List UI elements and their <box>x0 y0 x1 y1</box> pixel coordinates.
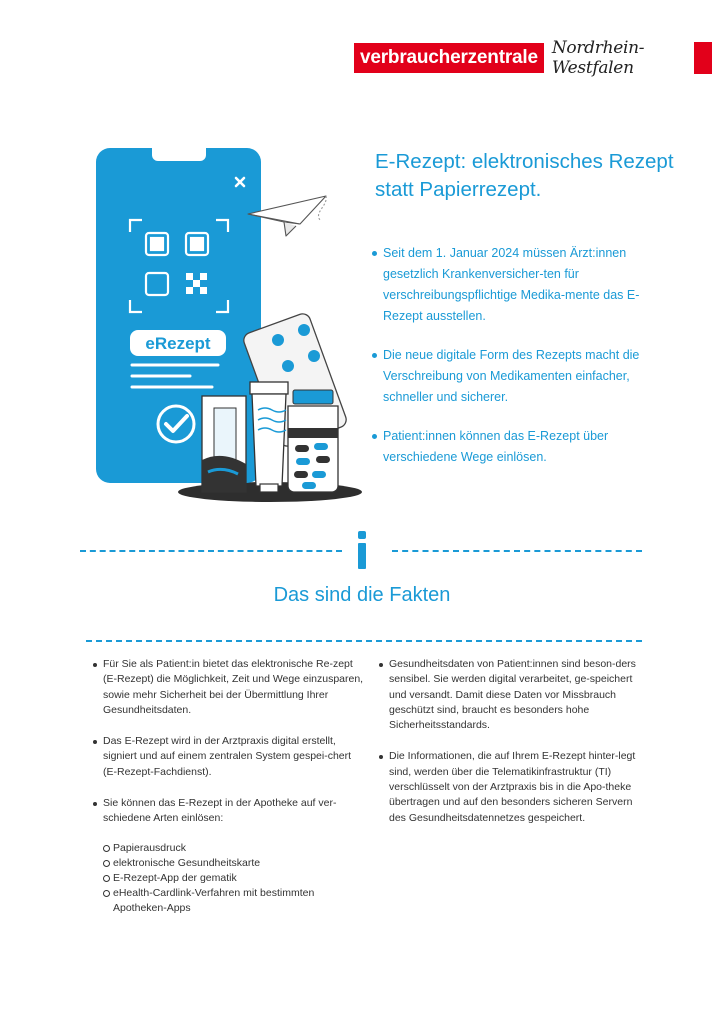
vz-logo <box>354 38 724 78</box>
fact-item: Das E-Rezept wird in der Arztpraxis digital erstellt, signiert und auf einem zentralen System gespei-chert (E-Rezept-Fachdienst). <box>92 734 367 780</box>
redeem-options-list <box>92 841 367 916</box>
intro-point: Patient:innen können das E-Rezept über verschiedene Wege einlösen. <box>372 426 662 468</box>
divider-left <box>80 550 342 552</box>
redeem-option: elektronische Gesundheitskarte <box>103 856 367 871</box>
divider-right <box>392 550 642 552</box>
info-icon <box>356 531 368 571</box>
fact-item: Für Sie als Patient:in bietet das elektronische Re-zept (E-Rezept) die Möglichkeit, Zeit und Wege einzusparen, sowie mehr Sicherheit bei der Übermittlung Ihrer Gesundheitsdaten. <box>92 657 367 718</box>
redeem-option: E-Rezept-App der gematik <box>103 871 367 886</box>
page-title: E-Rezept: elektronisches Rezept statt Papierrezept. <box>375 150 674 201</box>
logo-main-text: verbraucherzentrale <box>354 43 544 73</box>
facts-left-column <box>92 657 367 916</box>
erezept-illustration <box>90 140 365 505</box>
ointment-tube-icon <box>250 382 288 492</box>
facts-right-column <box>378 657 643 842</box>
medicine-box-icon <box>202 396 246 492</box>
intro-point: Seit dem 1. Januar 2024 müssen Ärzt:innen gesetzlich Krankenversicher-ten für verschreibungspflichtige Medika-mente das E-Rezept ausstellen. <box>372 243 662 327</box>
fact-item: Die Informationen, die auf Ihrem E-Rezept hinter-legt sind, werden über die Telematikinfrastruktur (TI) verschlüsselt von der Arztpraxis bis in die Apo-theke übertragen und auf den besonders sicheren Servern des Gesundheitsdatennetzes gespeichert. <box>378 749 643 825</box>
logo-red-bar <box>694 42 712 74</box>
redeem-option: eHealth-Cardlink-Verfahren mit bestimmten Apotheken-Apps <box>103 886 367 916</box>
intro-point: Die neue digitale Form des Rezepts macht die Verschreibung von Medikamenten einfacher, schneller und sicherer. <box>372 345 662 408</box>
fact-item: Sie können das E-Rezept in der Apotheke auf ver-schiedene Arten einlösen: <box>92 796 367 827</box>
facts-heading: Das sind die Fakten <box>273 584 451 606</box>
divider-bottom <box>86 640 642 642</box>
erezept-badge-label: eRezept <box>145 334 211 353</box>
logo-region-text: Nordrhein-Westfalen <box>551 38 645 78</box>
redeem-option: Papierausdruck <box>103 841 367 856</box>
fact-item: Gesundheitsdaten von Patient:innen sind beson-ders sensibel. Sie werden digital verarbeitet, ge-speichert und versandt. Damit diese Daten vor Missbrauch geschützt sind, braucht es besonders hohe Sicherheitsstandards. <box>378 657 643 733</box>
intro-points <box>372 243 662 486</box>
